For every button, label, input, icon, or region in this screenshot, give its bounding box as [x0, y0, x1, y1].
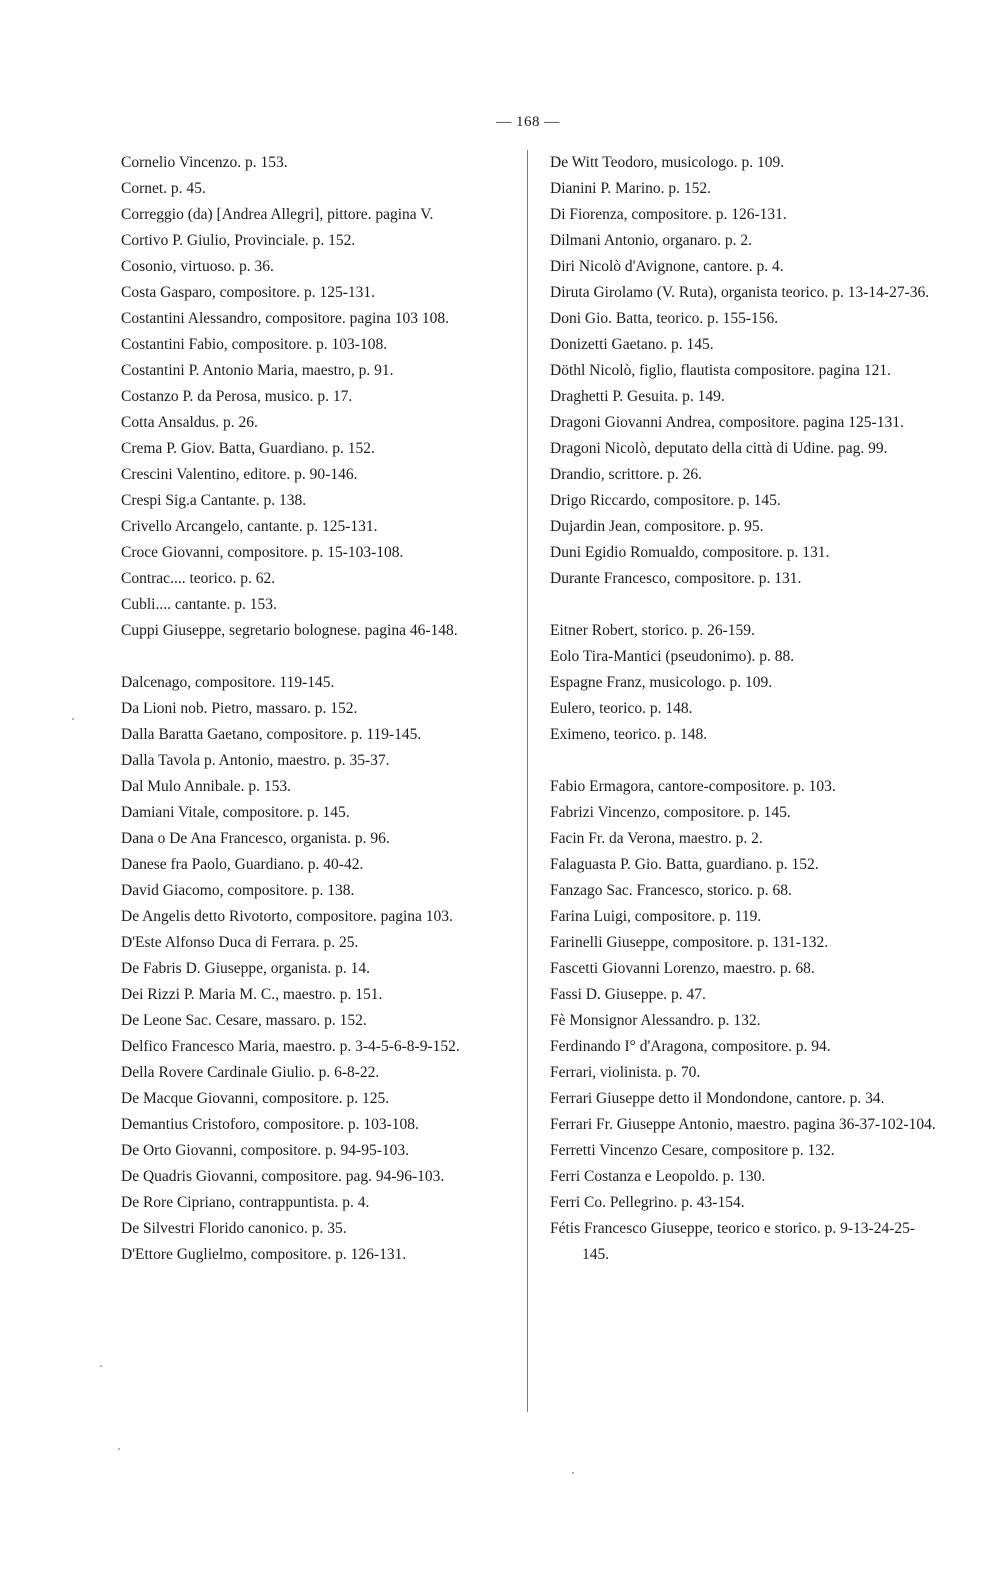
index-entry: Cuppi Giuseppe, segretario bolognese. pagina 46-148.: [121, 622, 458, 639]
index-entry: Cornet. p. 45.: [121, 180, 206, 197]
index-entry: Döthl Nicolò, figlio, flautista compositore. pagina 121.: [550, 362, 891, 379]
index-entry: Damiani Vitale, compositore. p. 145.: [121, 804, 350, 821]
index-entry: Draghetti P. Gesuita. p. 149.: [550, 388, 725, 405]
index-entry: Ferretti Vincenzo Cesare, compositore p. 132.: [550, 1142, 835, 1159]
index-entry: Danese fra Paolo, Guardiano. p. 40-42.: [121, 856, 364, 873]
index-entry: Dujardin Jean, compositore. p. 95.: [550, 518, 764, 535]
index-entry: De Leone Sac. Cesare, massaro. p. 152.: [121, 1012, 367, 1029]
left-column: [121, 150, 506, 1268]
index-entry: Correggio (da) [Andrea Allegri], pittore. pagina V.: [121, 206, 434, 223]
index-entry: Dianini P. Marino. p. 152.: [550, 180, 712, 197]
index-entry: Donizetti Gaetano. p. 145.: [550, 336, 714, 353]
index-entry: Fè Monsignor Alessandro. p. 132.: [550, 1012, 761, 1029]
index-entry: Cotta Ansaldus. p. 26.: [121, 414, 258, 431]
index-entry: Dalla Baratta Gaetano, compositore. p. 119-145.: [121, 726, 422, 743]
index-entry: Di Fiorenza, compositore. p. 126-131.: [550, 206, 787, 223]
index-entry: Espagne Franz, musicologo. p. 109.: [550, 674, 773, 691]
scan-speck: [100, 1365, 102, 1367]
index-entry: Fanzago Sac. Francesco, storico. p. 68.: [550, 882, 792, 899]
index-entry: Eitner Robert, storico. p. 26-159.: [550, 622, 755, 639]
index-entry: De Silvestri Florido canonico. p. 35.: [121, 1220, 347, 1237]
index-entry: Fascetti Giovanni Lorenzo, maestro. p. 68.: [550, 960, 815, 977]
index-entry: Dragoni Giovanni Andrea, compositore. pagina 125-131.: [550, 414, 904, 431]
index-group: [121, 670, 506, 1268]
index-entry: D'Ettore Guglielmo, compositore. p. 126-131.: [121, 1246, 407, 1263]
index-entry: Da Lioni nob. Pietro, massaro. p. 152.: [121, 700, 358, 717]
index-entry: De Macque Giovanni, compositore. p. 125.: [121, 1090, 390, 1107]
index-entry: Facin Fr. da Verona, maestro. p. 2.: [550, 830, 763, 847]
index-entry: Crivello Arcangelo, cantante. p. 125-131.: [121, 518, 378, 535]
index-entry: Drigo Riccardo, compositore. p. 145.: [550, 492, 781, 509]
index-entry: Eulero, teorico. p. 148.: [550, 700, 693, 717]
index-entry: De Witt Teodoro, musicologo. p. 109.: [550, 154, 785, 171]
index-entry: Drandio, scrittore. p. 26.: [550, 466, 702, 483]
index-group: [550, 150, 940, 592]
index-entry: Durante Francesco, compositore. p. 131.: [550, 570, 802, 587]
right-column: [550, 150, 940, 1268]
index-entry: Costa Gasparo, compositore. p. 125-131.: [121, 284, 375, 301]
index-entry: Costantini Fabio, compositore. p. 103-108.: [121, 336, 388, 353]
index-entry: De Orto Giovanni, compositore. p. 94-95-103.: [121, 1142, 409, 1159]
scan-speck: [72, 718, 74, 720]
index-entry: Delfico Francesco Maria, maestro. p. 3-4-5-6-8-9-152.: [121, 1038, 460, 1055]
index-group: [550, 774, 940, 1268]
index-entry: Costantini P. Antonio Maria, maestro, p. 91.: [121, 362, 394, 379]
index-entry: Croce Giovanni, compositore. p. 15-103-108.: [121, 544, 404, 561]
index-entry: Diri Nicolò d'Avignone, cantore. p. 4.: [550, 258, 784, 275]
index-entry: De Angelis detto Rivotorto, compositore. pagina 103.: [121, 908, 453, 925]
index-entry: De Rore Cipriano, contrappuntista. p. 4.: [121, 1194, 370, 1211]
index-entry: Ferri Co. Pellegrino. p. 43-154.: [550, 1194, 745, 1211]
index-entry: Diruta Girolamo (V. Ruta), organista teorico. p. 13-14-27-36.: [550, 284, 930, 301]
scan-speck: [118, 1448, 120, 1450]
index-entry: Dal Mulo Annibale. p. 153.: [121, 778, 292, 795]
index-entry: Fétis Francesco Giuseppe, teorico e storico. p. 9-13-24-25-145.: [550, 1220, 916, 1263]
index-entry: Costanzo P. da Perosa, musico. p. 17.: [121, 388, 353, 405]
index-entry: Eolo Tira-Mantici (pseudonimo). p. 88.: [550, 648, 795, 665]
index-entry: Dei Rizzi P. Maria M. C., maestro. p. 151.: [121, 986, 383, 1003]
index-entry: Costantini Alessandro, compositore. pagina 103 108.: [121, 310, 450, 327]
index-entry: Fabio Ermagora, cantore-compositore. p. 103.: [550, 778, 836, 795]
index-entry: Dalcenago, compositore. 119-145.: [121, 674, 335, 691]
index-entry: Dragoni Nicolò, deputato della città di Udine. pag. 99.: [550, 440, 888, 457]
column-divider: [527, 150, 528, 1412]
index-entry: Farina Luigi, compositore. p. 119.: [550, 908, 762, 925]
index-entry: Cornelio Vincenzo. p. 153.: [121, 154, 288, 171]
index-entry: Ferrari Giuseppe detto il Mondondone, cantore. p. 34.: [550, 1090, 885, 1107]
index-entry: Cosonio, virtuoso. p. 36.: [121, 258, 274, 275]
index-entry: Fassi D. Giuseppe. p. 47.: [550, 986, 706, 1003]
index-entry: Ferri Costanza e Leopoldo. p. 130.: [550, 1168, 766, 1185]
index-entry: D'Este Alfonso Duca di Ferrara. p. 25.: [121, 934, 359, 951]
index-entry: Crema P. Giov. Batta, Guardiano. p. 152.: [121, 440, 375, 457]
index-entry: Ferrari, violinista. p. 70.: [550, 1064, 701, 1081]
index-group: [550, 618, 940, 748]
index-entry: Fabrizi Vincenzo, compositore. p. 145.: [550, 804, 791, 821]
index-entry: Della Rovere Cardinale Giulio. p. 6-8-22.: [121, 1064, 380, 1081]
index-entry: Dilmani Antonio, organaro. p. 2.: [550, 232, 753, 249]
index-entry: Duni Egidio Romualdo, compositore. p. 131.: [550, 544, 830, 561]
index-entry: De Fabris D. Giuseppe, organista. p. 14.: [121, 960, 370, 977]
index-entry: De Quadris Giovanni, compositore. pag. 94-96-103.: [121, 1168, 445, 1185]
index-entry: Cubli.... cantante. p. 153.: [121, 596, 277, 613]
index-entry: Cortivo P. Giulio, Provinciale. p. 152.: [121, 232, 356, 249]
index-group: [121, 150, 506, 644]
page-number: — 168 —: [496, 114, 560, 130]
index-entry: Farinelli Giuseppe, compositore. p. 131-132.: [550, 934, 829, 951]
index-entry: Doni Gio. Batta, teorico. p. 155-156.: [550, 310, 779, 327]
index-entry: Crescini Valentino, editore. p. 90-146.: [121, 466, 358, 483]
index-entry: David Giacomo, compositore. p. 138.: [121, 882, 355, 899]
index-entry: Dana o De Ana Francesco, organista. p. 96.: [121, 830, 390, 847]
index-entry: Dalla Tavola p. Antonio, maestro. p. 35-37.: [121, 752, 390, 769]
index-entry: Falaguasta P. Gio. Batta, guardiano. p. 152.: [550, 856, 819, 873]
index-entry: Demantius Cristoforo, compositore. p. 103-108.: [121, 1116, 419, 1133]
index-entry: Ferrari Fr. Giuseppe Antonio, maestro. pagina 36-37-102-104.: [550, 1116, 936, 1133]
index-entry: Contrac.... teorico. p. 62.: [121, 570, 276, 587]
index-entry: Ferdinando I° d'Aragona, compositore. p. 94.: [550, 1038, 831, 1055]
index-entry: Eximeno, teorico. p. 148.: [550, 726, 708, 743]
scan-speck: [572, 1472, 574, 1474]
index-entry: Crespi Sig.a Cantante. p. 138.: [121, 492, 307, 509]
